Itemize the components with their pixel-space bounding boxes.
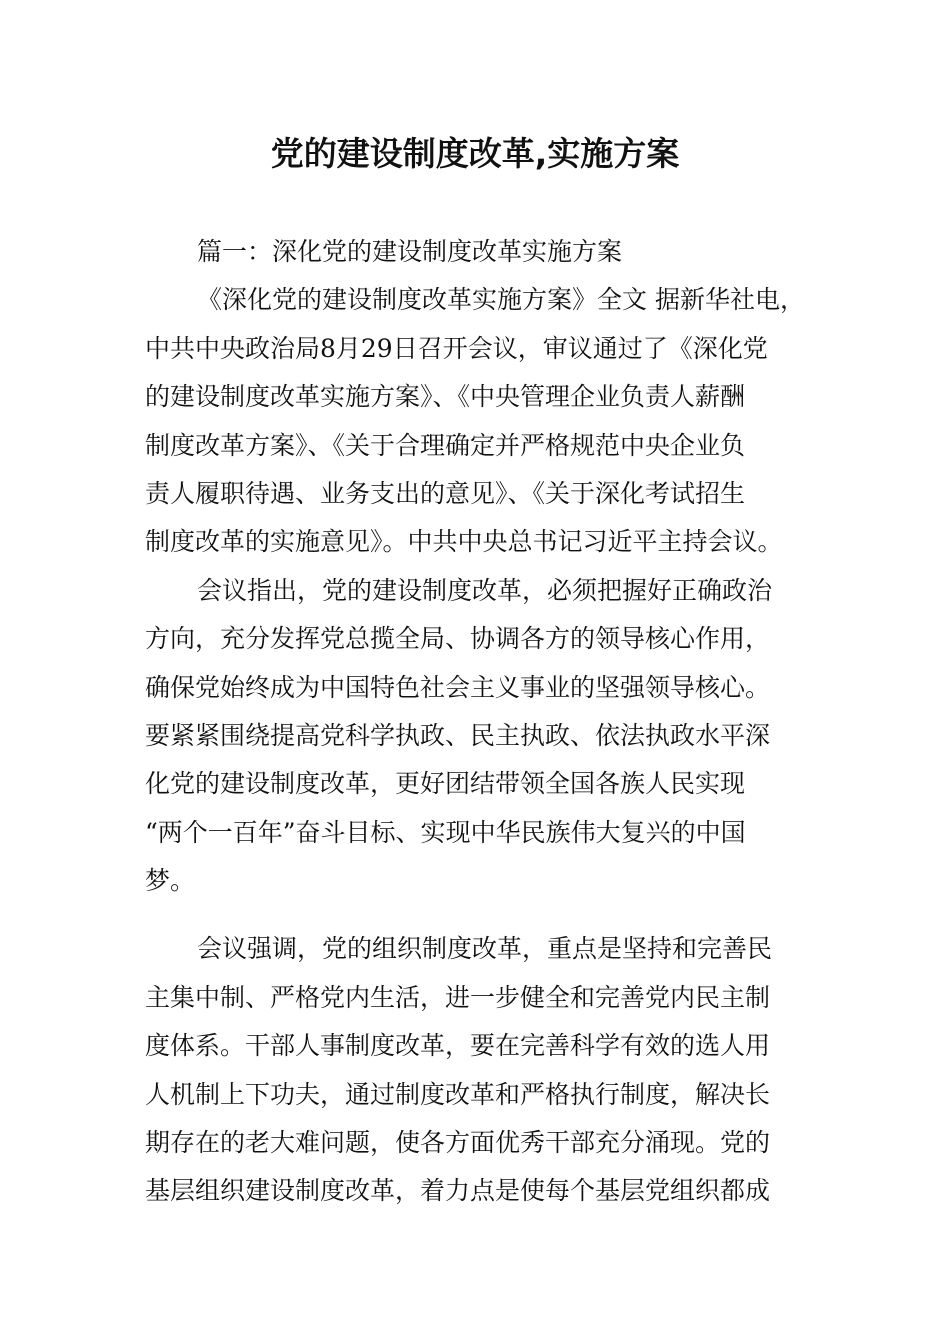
paragraph-1-line-3: 的建设制度改革实施方案》、《中央管理企业负责人薪酬 (145, 382, 746, 412)
paragraph-2-line-7: 梦。 (145, 866, 196, 896)
paragraph-3-line-3: 度体系。干部人事制度改革，要在完善科学有效的选人用 (145, 1031, 771, 1061)
document-body (145, 228, 825, 1216)
document-title: 党的建设制度改革,实施方案 (270, 134, 680, 173)
paragraph-3-line-1: 会议强调，党的组织制度改革，重点是坚持和完善民 (197, 934, 773, 964)
paragraph-3-line-4: 人机制上下功夫，通过制度改革和严格执行制度，解决长 (145, 1079, 771, 1109)
section-heading: 篇一：深化党的建设制度改革实施方案 (197, 237, 623, 266)
paragraph-1-line-4: 制度改革方案》、《关于合理确定并严格规范中央企业负 (145, 430, 746, 460)
paragraph-3-line-6: 基层组织建设制度改革，着力点是使每个基层党组织都成 (145, 1176, 771, 1206)
paragraph-2-line-2: 方向，充分发挥党总揽全局、协调各方的领导核心作用， (145, 624, 771, 654)
paragraph-1-line-6: 制度改革的实施意见》。中共中央总书记习近平主持会议。 (145, 527, 783, 557)
paragraph-3-line-2: 主集中制、严格党内生活，进一步健全和完善党内民主制 (145, 982, 771, 1012)
paragraph-1-line-5: 责人履职待遇、业务支出的意见》、《关于深化考试招生 (145, 478, 746, 508)
paragraph-1-line-2: 中共中央政治局8月29日召开会议，审议通过了《深化党 (145, 333, 768, 363)
paragraph-2-line-3: 确保党始终成为中国特色社会主义事业的坚强领导核心。 (145, 672, 771, 702)
paragraph-gap (145, 905, 825, 925)
paragraph-2-line-6: “两个一百年”奋斗目标、实现中华民族伟大复兴的中国 (145, 817, 746, 847)
paragraph-1-line-1: 《深化党的建设制度改革实施方案》全文 据新华社电， (197, 285, 805, 315)
paragraph-2-line-1: 会议指出，党的建设制度改革，必须把握好正确政治 (197, 575, 773, 605)
paragraph-2-line-4: 要紧紧围绕提高党科学执政、民主执政、依法执政水平深 (145, 720, 771, 750)
paragraph-2-line-5: 化党的建设制度改革，更好团结带领全国各族人民实现 (145, 769, 746, 799)
paragraph-3-line-5: 期存在的老大难问题，使各方面优秀干部充分涌现。党的 (145, 1128, 771, 1158)
